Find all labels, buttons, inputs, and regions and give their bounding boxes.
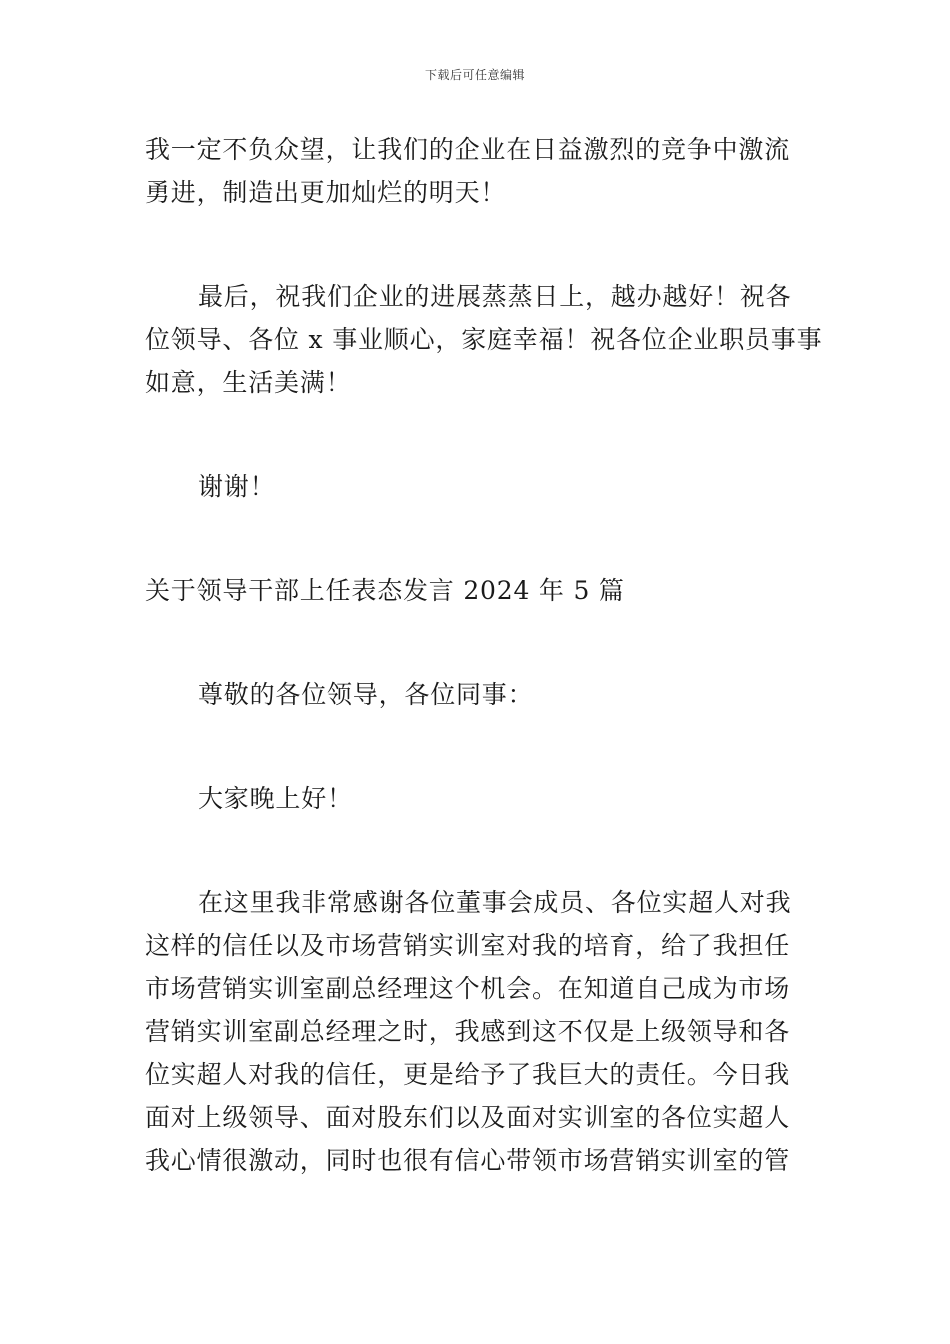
text-line: 如意，生活美满！	[145, 368, 352, 397]
text-line: 在这里我非常感谢各位董事会成员、各位实超人对我	[198, 888, 792, 917]
text-line: 我心情很激动，同时也很有信心带领市场营销实训室的管	[145, 1146, 791, 1175]
text-line: 最后，祝我们企业的进展蒸蒸日上，越办越好！祝各	[198, 282, 792, 311]
text-line: 营销实训室副总经理之时，我感到这不仅是上级领导和各	[145, 1017, 791, 1046]
paragraph-salutation	[145, 673, 807, 716]
page-header: 下载后可任意编辑	[424, 68, 525, 82]
text-line: 谢谢！	[198, 472, 276, 501]
text-line: 关于领导干部上任表态发言 2024 年 5 篇	[145, 576, 625, 605]
paragraph-closing-pledge	[145, 128, 807, 214]
paragraph-blessings	[145, 275, 823, 404]
text-line: 勇进，制造出更加灿烂的明天！	[145, 178, 507, 207]
text-line: 市场营销实训室副总经理这个机会。在知道自己成为市场	[145, 974, 791, 1003]
paragraph-thanks	[145, 465, 807, 508]
text-line: 位领导、各位 x 事业顺心，家庭幸福！祝各位企业职员事事	[145, 325, 823, 354]
text-line: 尊敬的各位领导，各位同事：	[198, 680, 534, 709]
text-line: 大家晚上好！	[198, 784, 353, 813]
text-line: 我一定不负众望，让我们的企业在日益激烈的竞争中激流	[145, 135, 791, 164]
text-line: 位实超人对我的信任，更是给予了我巨大的责任。今日我	[145, 1060, 791, 1089]
document-body	[145, 128, 823, 1182]
text-line: 面对上级领导、面对股东们以及面对实训室的各位实超人	[145, 1103, 791, 1132]
paragraph-greeting	[145, 777, 807, 820]
section-title	[145, 569, 807, 612]
text-line: 这样的信任以及市场营销实训室对我的培育，给了我担任	[145, 931, 791, 960]
paragraph-speech-body	[145, 881, 807, 1182]
